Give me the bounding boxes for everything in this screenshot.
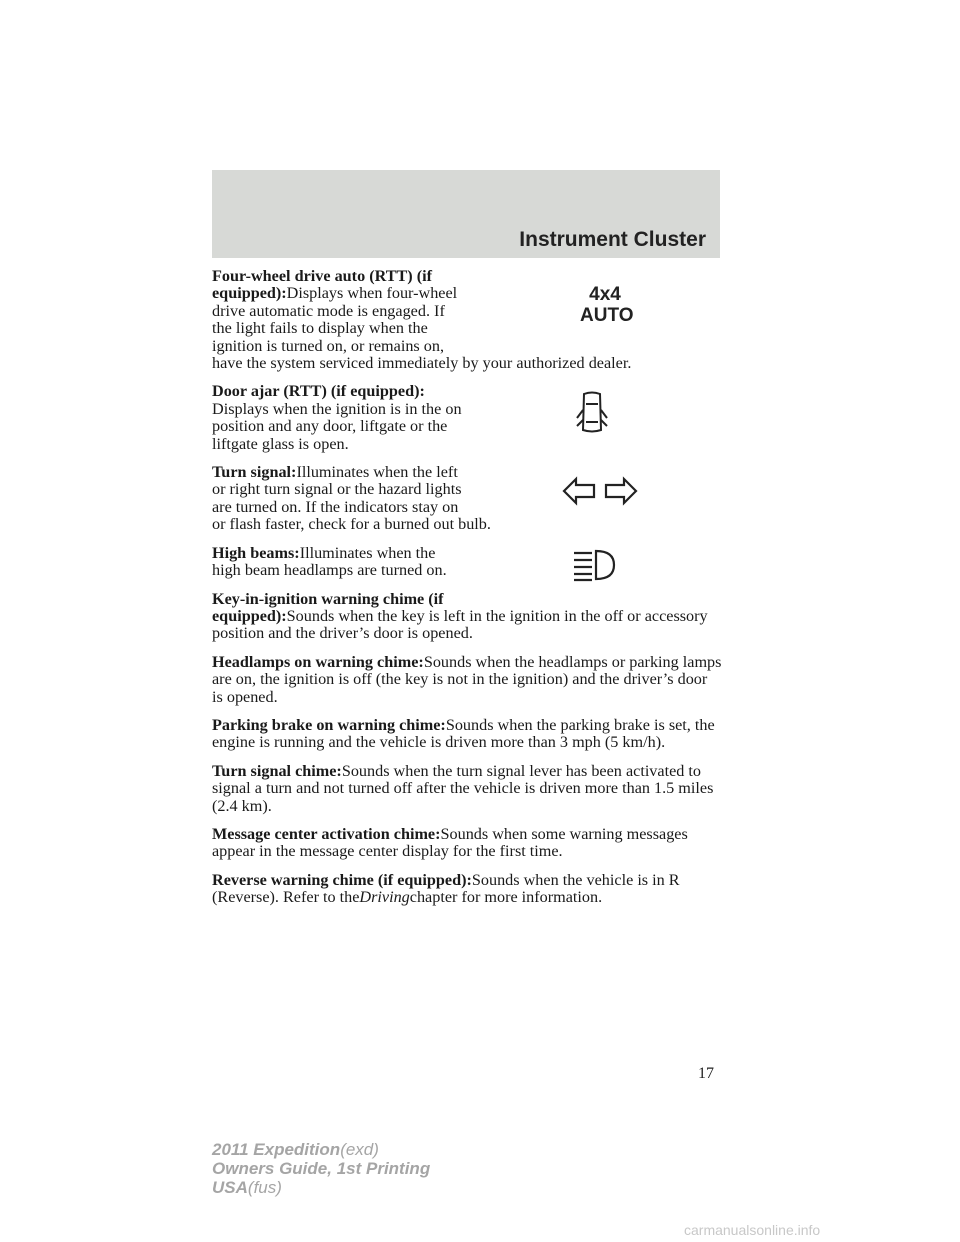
chime-title: Key-in-ignition warning chime (if equipped): (212, 589, 444, 625)
chime-text: Sounds when some warning messages appear in the message center display for the first time. (212, 824, 688, 861)
indicator-title: Turn signal: (212, 463, 297, 482)
indicator-text: Displays when four-wheel drive automatic mode is engaged. If the light fails to display when the ignition is turned on, or remains on, have the system serviced immediately by your authorized dealer. (212, 284, 632, 373)
chime-title: Message center activation chime: (212, 824, 441, 843)
footer-line-guide (212, 1159, 430, 1178)
chime-title: Parking brake on warning chime: (212, 715, 446, 734)
footer-line-model (212, 1140, 430, 1159)
footer-line-market (212, 1178, 430, 1197)
section-header-band (212, 170, 720, 258)
chime-text: Sounds when the key is left in the ignition in the off or accessory position and the driver’s door is opened. (212, 606, 708, 643)
chime-text-continued: chapter for more information. (409, 888, 603, 907)
chime-title: Turn signal chime: (212, 761, 342, 780)
page-number: 17 (698, 1065, 714, 1082)
indicator-text: Illuminates when the left or right turn signal or the hazard lights are turned on. If the indicators stay on or flash faster, check for a burned out bulb. (212, 463, 491, 534)
indicator-text: Illuminates when the high beam headlamps are turned on. (212, 543, 447, 580)
chime-title: Reverse warning chime (if equipped): (212, 870, 472, 889)
door-ajar-icon (574, 390, 610, 436)
chime-headlamps-on (212, 654, 722, 706)
chime-message-center-activation (212, 826, 722, 861)
chapter-reference: Driving (359, 888, 410, 907)
chime-key-in-ignition (212, 591, 722, 643)
footer-model-name: 2011 Expedition (212, 1140, 341, 1159)
icon-label-auto: AUTO (580, 305, 634, 326)
chime-text: Sounds when the headlamps or parking lamps are on, the ignition is off (the key is not in the ignition) and the driver’s door is opened. (212, 652, 722, 706)
chime-text: Sounds when the parking brake is set, the engine is running and the vehicle is driven more than 3 mph (5 km/h). (212, 715, 715, 752)
icon-label-4x4: 4x4 (589, 284, 621, 305)
indicator-list (212, 268, 722, 918)
chime-turn-signal (212, 763, 722, 815)
footer-market-code: (fus) (247, 1178, 282, 1197)
chime-text: Sounds when the turn signal lever has been activated to signal a turn and not turned off after the vehicle is driven more than 1.5 miles (2.4 km). (212, 761, 714, 815)
chime-text: Sounds when the vehicle is in R (Reverse). Refer to the (212, 870, 680, 907)
indicator-title: High beams: (212, 543, 300, 562)
footer-guide-printing: Owners Guide, 1st Printing (212, 1159, 431, 1178)
document-footer (212, 1140, 430, 1197)
high-beam-icon (572, 547, 620, 583)
chime-title: Headlamps on warning chime: (212, 652, 424, 671)
chime-reverse-warning (212, 872, 722, 907)
footer-market: USA (212, 1178, 248, 1197)
indicator-four-wheel-drive-auto-text (212, 268, 722, 372)
indicator-text: Displays when the ignition is in the on position and any door, liftgate or the liftgate glass is open. (212, 399, 462, 453)
section-title: Instrument Cluster (519, 228, 706, 251)
chime-parking-brake-on (212, 717, 722, 752)
footer-model-code: (exd) (340, 1140, 379, 1159)
turn-signal-arrows-icon (562, 476, 638, 506)
four-wheel-drive-auto-icon (580, 284, 634, 326)
indicator-turn-signal (212, 464, 722, 534)
indicator-door-ajar (212, 383, 722, 453)
indicator-high-beams (212, 545, 722, 580)
indicator-title: Four-wheel drive auto (RTT) (if equipped): (212, 267, 433, 303)
watermark: carmanualsonline.info (684, 1222, 821, 1238)
indicator-title: Door ajar (RTT) (if equipped): (212, 382, 425, 401)
